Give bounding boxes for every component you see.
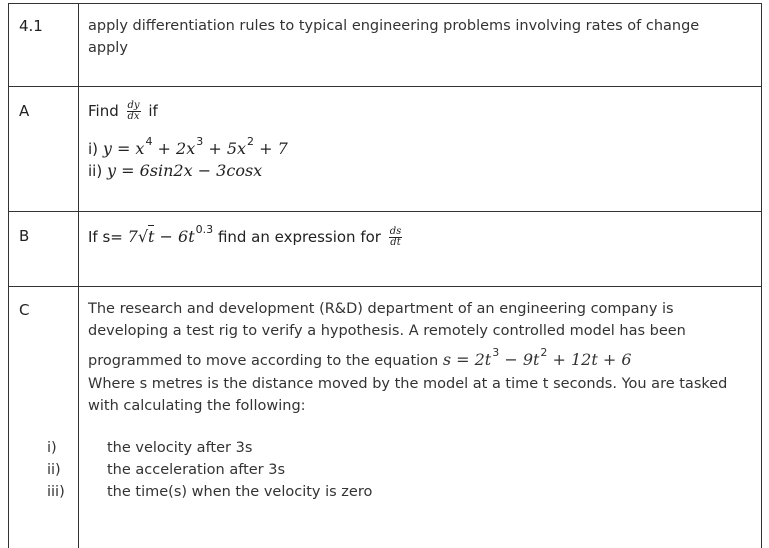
- part-2-label: ii): [88, 162, 103, 180]
- fraction-numerator: dy: [127, 100, 140, 111]
- part-1-label: i): [88, 140, 99, 158]
- equation-term-2: − 9t: [499, 350, 540, 369]
- question-b: [88, 223, 405, 248]
- term-6t: − 6t: [154, 227, 195, 246]
- power-3: 3: [196, 135, 204, 148]
- dy-dx-fraction: [127, 101, 141, 122]
- tail-text: find an expression for: [217, 228, 381, 246]
- fraction-denominator: dx: [127, 111, 140, 122]
- power-2: 2: [247, 135, 255, 148]
- row-divider: [9, 211, 761, 212]
- paragraph-line-3: [88, 346, 727, 373]
- item-number-3: iii): [47, 484, 65, 500]
- part-1-term-2: + 2x: [152, 139, 196, 158]
- part-2-equation: y = 6sin2x − 3cosx: [106, 161, 263, 180]
- part-1-term-3: + 5x: [203, 139, 247, 158]
- row-divider: [9, 286, 761, 287]
- paragraph-line-5: with calculating the following:: [88, 398, 306, 414]
- if-s-text: If s=: [88, 228, 123, 246]
- ds-dt-fraction: [389, 227, 403, 248]
- power-0-3: 0.3: [195, 223, 214, 236]
- square-root: [138, 227, 155, 246]
- row-label-4-1: 4.1: [19, 17, 43, 35]
- item-text-3: the time(s) when the velocity is zero: [107, 484, 373, 500]
- paragraph-line-2: developing a test rig to verify a hypothesis. A remotely controlled model has been: [88, 323, 686, 339]
- paragraph-line-1: The research and development (R&D) department of an engineering company is: [88, 301, 674, 317]
- coefficient-7: 7: [127, 227, 138, 246]
- equation-term-3: + 12t + 6: [547, 350, 632, 369]
- item-number-1: i): [47, 440, 57, 456]
- row-label-c: C: [19, 301, 30, 319]
- requirements-table: [8, 3, 762, 548]
- item-text-1: the velocity after 3s: [107, 440, 253, 456]
- item-text-2: the acceleration after 3s: [107, 462, 286, 478]
- fraction-denominator: dt: [390, 237, 401, 248]
- fraction-numerator: ds: [389, 226, 402, 237]
- objective-line-2: apply: [88, 40, 128, 56]
- row-label-b: B: [19, 227, 30, 245]
- paragraph-line-4: Where s metres is the distance moved by the model at a time t seconds. You are tasked: [88, 376, 728, 392]
- part-1-term-4: + 7: [254, 139, 288, 158]
- equation-intro: programmed to move according to the equation: [88, 353, 439, 369]
- power-2: 2: [540, 346, 548, 359]
- question-a-part-2: [88, 161, 262, 180]
- power-3: 3: [492, 346, 500, 359]
- part-1-equation-start: y = x: [102, 139, 145, 158]
- if-word: if: [148, 102, 158, 120]
- equation-s: s = 2t: [442, 350, 492, 369]
- row-label-a: A: [19, 102, 30, 120]
- root-variable: t: [148, 227, 155, 246]
- root-sign-icon: √: [137, 227, 149, 246]
- row-divider: [9, 86, 761, 87]
- find-word: Find: [88, 102, 119, 120]
- question-c-text: [88, 298, 727, 417]
- power-4: 4: [145, 135, 153, 148]
- item-number-2: ii): [47, 462, 61, 478]
- objective-text: [88, 15, 699, 59]
- row-divider: [9, 3, 761, 4]
- question-a-part-1: [88, 135, 288, 158]
- objective-line-1: apply differentiation rules to typical engineering problems involving rates of change: [88, 18, 700, 34]
- question-a-find: [88, 101, 158, 122]
- column-divider: [78, 3, 79, 548]
